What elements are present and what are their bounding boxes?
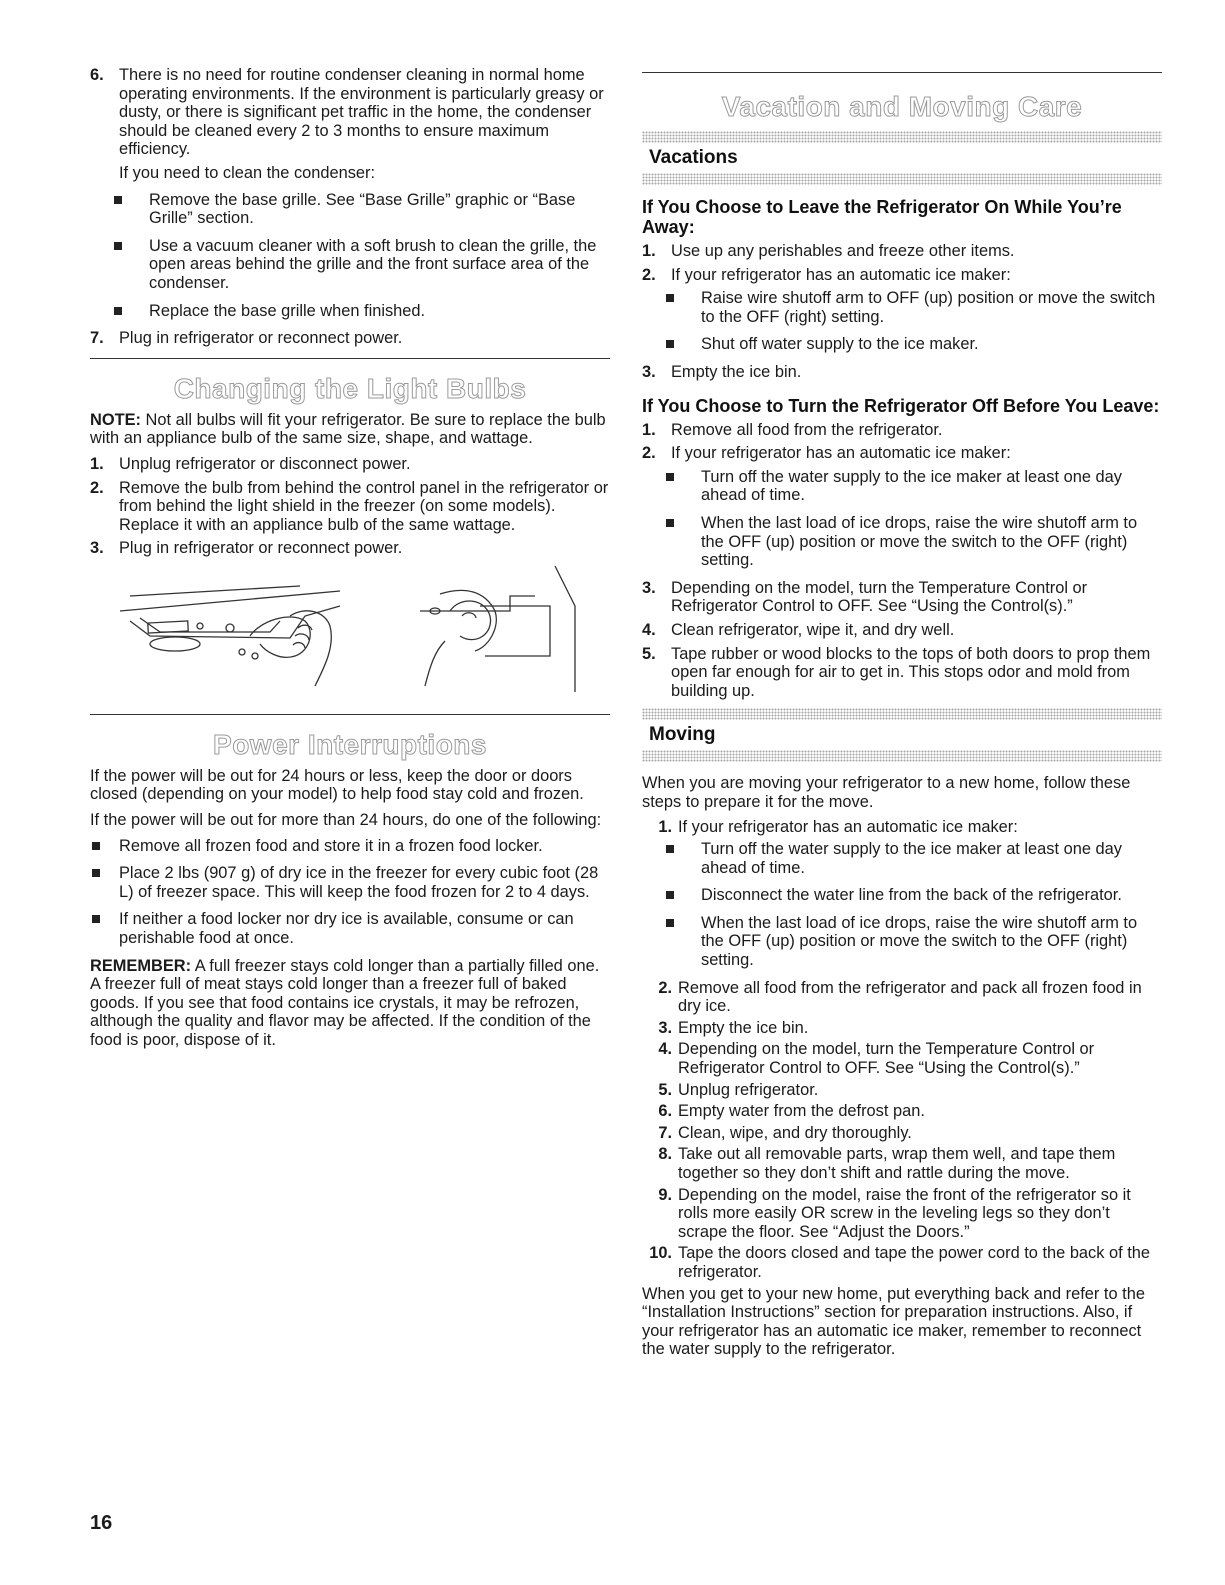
dotted-band — [642, 131, 1162, 143]
light-bulb-illustration — [90, 566, 610, 694]
moving-intro: When you are moving your refrigerator to a new home, follow these steps to prepare it for the move. — [642, 774, 1131, 811]
power-remember: REMEMBER: A full freezer stays cold longer than a partially filled one. A freezer full of meat stays cold longer than a freezer full of baked goods. If you see that food contains ice crystals, it may be refrozen, although the quality and flavor may be affected. If the condition of the food is poor, dispose of it. — [90, 956, 600, 1049]
light-step: 3. Plug in refrigerator or reconnect power. — [90, 539, 403, 558]
condenser-intro: If you need to clean the condenser: — [119, 163, 376, 182]
moving-heading: Moving — [649, 724, 716, 746]
section-divider — [90, 714, 610, 715]
moving-step: 1. If your refrigerator has an automatic ice maker: — [658, 818, 1018, 837]
power-interruptions-title: Power Interruptions — [213, 728, 487, 760]
right-column — [642, 66, 1162, 1366]
bullet-square-icon — [666, 845, 674, 853]
vacations-heading: Vacations — [649, 147, 738, 168]
bullet-square-icon — [92, 915, 100, 923]
moving-step: 4. Depending on the model, turn the Temperature Control or Refrigerator Control to OFF. See “Using the Control(s).” — [658, 1040, 1095, 1077]
bullet-square-icon — [666, 294, 674, 302]
moving-step: 10. Tape the doors closed and tape the power cord to the back of the refrigerator. — [649, 1244, 1150, 1281]
light-bulbs-note: NOTE: Not all bulbs will fit your refrigerator. Be sure to replace the bulb with an appliance bulb of the same size, shape, and wattage. — [90, 410, 606, 448]
vacation-bullet: Shut off water supply to the ice maker. — [642, 335, 1162, 354]
moving-step: 6. Empty water from the defrost pan. — [658, 1102, 925, 1121]
vacation-step: 1. Remove all food from the refrigerator. — [642, 420, 943, 439]
light-bulbs-title: Changing the Light Bulbs — [173, 372, 527, 404]
bullet-square-icon — [666, 919, 674, 927]
moving-bullet: When the last load of ice drops, raise the wire shutoff arm to the OFF (up) position or move the switch to the OFF (right) setting. — [642, 914, 1162, 970]
condenser-step-6: 6. There is no need for routine condenser cleaning in normal home operating environments. If the environment is particularly greasy or dusty, or there is significant pet traffic in the home, the condenser should be cleaned every 2 to 3 months to ensure maximum efficiency. — [90, 66, 604, 159]
moving-step: 8. Take out all removable parts, wrap them well, and tape them together so they don’t shift and rattle during the move. — [658, 1145, 1116, 1182]
light-step: 2. Remove the bulb from behind the control panel in the refrigerator or from behind the light shield in the freezer (on some models). Replace it with an appliance bulb of the same wattage. — [90, 478, 609, 534]
moving-bullet: Turn off the water supply to the ice maker at least one day ahead of time. — [642, 840, 1162, 877]
bullet-square-icon — [666, 340, 674, 348]
moving-closing: When you get to your new home, put everything back and refer to the “Installation Instructions” section for preparation instructions. Also, if your refrigerator has an automatic ice maker, remember to reconnect the water supply to the refrigerator. — [642, 1284, 1145, 1359]
vacation-moving-title: Vacation and Moving Care — [721, 91, 1083, 122]
light-step: 1. Unplug refrigerator or disconnect power. — [90, 454, 411, 473]
power-bullet: Remove all frozen food and store it in a frozen food locker. — [90, 837, 610, 856]
vacation-bullet: Raise wire shutoff arm to OFF (up) position or move the switch to the OFF (right) setting. — [642, 289, 1162, 326]
moving-bullet: Disconnect the water line from the back of the refrigerator. — [642, 886, 1162, 905]
bullet-square-icon — [92, 842, 100, 850]
bullet-square-icon — [114, 307, 122, 315]
vacation-step: 1. Use up any perishables and freeze other items. — [642, 242, 1015, 260]
leave-on-heading: If You Choose to Leave the Refrigerator On While You’re Away: — [642, 197, 1122, 237]
vacation-step: 2. If your refrigerator has an automatic ice maker: — [642, 444, 1011, 463]
bullet-square-icon — [92, 869, 100, 877]
bullet-square-icon — [666, 519, 674, 527]
moving-step: 3. Empty the ice bin. — [658, 1018, 809, 1037]
light-bulb-replacement-illustration — [90, 566, 610, 694]
power-bullet: If neither a food locker nor dry ice is available, consume or can perishable food at once. — [90, 910, 610, 947]
moving-section — [642, 774, 1162, 1359]
bullet-square-icon — [666, 473, 674, 481]
vacation-step: 4. Clean refrigerator, wipe it, and dry well. — [642, 620, 955, 639]
vacation-step: 3. Depending on the model, turn the Temperature Control or Refrigerator Control to OFF. See “Using the Control(s).” — [642, 578, 1088, 616]
condenser-bullet: Remove the base grille. See “Base Grille” graphic or “Base Grille” section. — [90, 191, 610, 228]
moving-step: 2. Remove all food from the refrigerator and pack all frozen food in dry ice. — [658, 978, 1142, 1016]
condenser-step-7: 7. Plug in refrigerator or reconnect power. — [90, 329, 403, 348]
vacation-step: 2. If your refrigerator has an automatic ice maker: — [642, 265, 1011, 284]
moving-step: 5. Unplug refrigerator. — [658, 1080, 819, 1099]
power-paragraph: If the power will be out for 24 hours or less, keep the door or doors closed (depending on your model) to help food stay cold and frozen. — [90, 766, 584, 804]
section-divider — [642, 72, 1162, 73]
vacation-step: 3. Empty the ice bin. — [642, 362, 802, 381]
dotted-band — [642, 173, 1162, 185]
moving-step: 7. Clean, wipe, and dry thoroughly. — [658, 1123, 912, 1142]
vacation-bullet: Turn off the water supply to the ice maker at least one day ahead of time. — [642, 468, 1162, 505]
moving-step: 9. Depending on the model, raise the front of the refrigerator so it rolls more easily OR screw in the leveling legs so they don’t scrape the floor. See “Adjust the Doors.” — [658, 1185, 1131, 1241]
power-bullet: Place 2 lbs (907 g) of dry ice in the freezer for every cubic foot (28 L) of freezer space. This will keep the food frozen for 2 to 4 days. — [90, 864, 610, 901]
bullet-square-icon — [666, 891, 674, 899]
left-column — [90, 66, 610, 1057]
dotted-band — [642, 708, 1162, 720]
condenser-bullet: Replace the base grille when finished. — [90, 302, 610, 321]
section-divider — [90, 358, 610, 359]
bullet-square-icon — [114, 242, 122, 250]
vacation-step: 5. Tape rubber or wood blocks to the tops of both doors to prop them open far enough for air to get in. This stops odor and mold from building up. — [642, 644, 1151, 700]
turn-off-heading: If You Choose to Turn the Refrigerator Off Before You Leave: — [642, 395, 1160, 416]
vacation-bullet: When the last load of ice drops, raise the wire shutoff arm to the OFF (up) position or move the switch to the OFF (right) setting. — [642, 514, 1162, 570]
page-number: 16 — [90, 1512, 113, 1534]
power-paragraph: If the power will be out for more than 24 hours, do one of the following: — [90, 811, 602, 830]
condenser-bullet: Use a vacuum cleaner with a soft brush to clean the grille, the open areas behind the grille and the front surface area of the condenser. — [90, 237, 610, 293]
bullet-square-icon — [114, 196, 122, 204]
dotted-band — [642, 750, 1162, 762]
